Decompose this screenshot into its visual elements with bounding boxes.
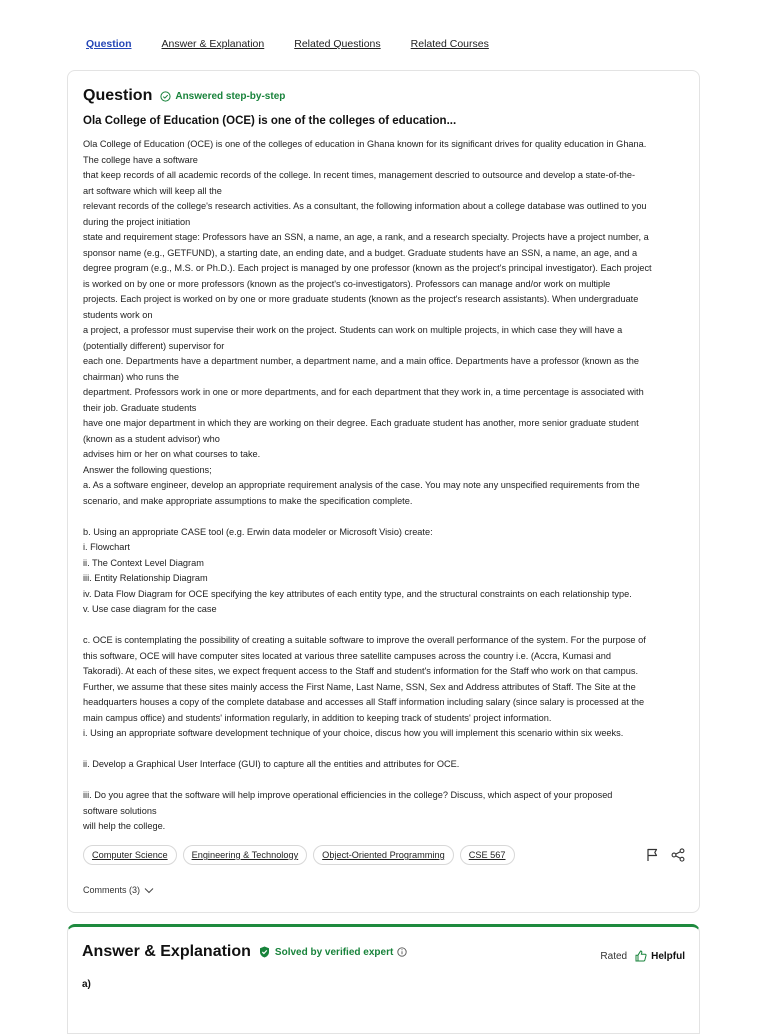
question-body-line: iv. Data Flow Diagram for OCE specifying the key attributes of each entity type, and the structural constraints on each relationship type.: [83, 588, 632, 599]
question-body-line: iii. Entity Relationship Diagram: [83, 573, 208, 583]
question-body-line: iii. Do you agree that the software will help improve operational efficiencies in the college? Discuss, which aspect of your proposed: [83, 790, 613, 800]
question-body-line: [83, 773, 689, 789]
info-icon[interactable]: [397, 947, 412, 957]
tag-computer-science[interactable]: Computer Science: [83, 845, 177, 865]
check-circle-icon: [160, 91, 171, 102]
share-icon[interactable]: [671, 848, 685, 862]
question-heading: Question: [83, 87, 153, 104]
question-body-line: that keep records of all academic records of the college. In recent times, management descried to outsource and develop a state-of-the-: [83, 170, 636, 180]
verified-shield-icon: [259, 946, 270, 958]
question-body-line: chairman) who runs the: [83, 371, 180, 382]
chevron-down-icon: [144, 887, 154, 894]
verified-badge: [259, 946, 412, 958]
question-body-line: sponsor name (e.g., GETFUND), a starting date, an ending date, and a budget. Graduate students have an SSN, a name, an age, and a: [83, 247, 638, 258]
question-actions: [646, 848, 685, 862]
thumbs-up-icon: [635, 950, 647, 962]
question-body-line: The college have a software: [83, 154, 198, 165]
question-body-line: [83, 509, 689, 525]
flag-icon[interactable]: [646, 848, 659, 862]
comments-label: Comments (3): [83, 885, 141, 895]
question-body-line: is worked on by one or more professors (known as the project's co-investigators). Professors can manage and/or work on multiple: [83, 278, 611, 289]
answered-badge-label: Answered step-by-step: [175, 90, 286, 102]
question-body-line: headquarters houses a copy of the complete database and accesses all Staff information including salary (since salary is processed at the: [83, 697, 645, 707]
question-body-line: Further, we assume that these sites mainly access the First Name, Last Name, SSN, Sex and Address attributes of Staff. The Site at the: [83, 681, 636, 692]
question-body-line: students work on: [83, 309, 153, 320]
question-body: [83, 137, 689, 835]
question-header: [83, 87, 285, 105]
answer-header: [82, 943, 412, 961]
question-card: [67, 70, 700, 913]
question-body-line: c. OCE is contemplating the possibility of creating a suitable software to improve the overall performance of the system. For the purpose of: [83, 635, 646, 645]
verified-badge-label: Solved by verified expert: [274, 946, 394, 958]
tag-object-oriented-programming[interactable]: Object-Oriented Programming: [313, 845, 454, 865]
question-body-line: art software which will keep all the: [83, 185, 222, 196]
tab-question[interactable]: Question: [86, 38, 132, 50]
question-body-line: software solutions: [83, 805, 157, 816]
question-body-line: (potentially different) supervisor for: [83, 340, 225, 351]
helpful-button[interactable]: [635, 950, 685, 962]
question-body-line: Takoradi). At each of these sites, we expect frequent access to the Staff and student's information for the Staff who work on that campus.: [83, 666, 639, 676]
question-body-line: each one. Departments have a department number, a department name, and a main office. Departments have a professor (known as the: [83, 356, 639, 366]
question-body-line: i. Using an appropriate software development technique of your choice, discus how you will implement this scenario within six weeks.: [83, 728, 624, 738]
question-body-line: ii. Develop a Graphical User Interface (GUI) to capture all the entities and attributes for OCE.: [83, 759, 460, 769]
comments-toggle[interactable]: [83, 885, 154, 895]
question-body-line: ii. The Context Level Diagram: [83, 557, 204, 568]
tab-related-questions[interactable]: Related Questions: [294, 38, 381, 50]
answered-badge: [160, 91, 285, 102]
question-body-line: during the project initiation: [83, 216, 191, 227]
question-title: Ola College of Education (OCE) is one of the colleges of education...: [83, 115, 457, 127]
question-body-line: v. Use case diagram for the case: [83, 604, 217, 614]
question-body-line: state and requirement stage: Professors have an SSN, a name, an age, a rank, and a research specialty. Projects have a project number, a: [83, 232, 649, 242]
question-body-line: scenario, and make appropriate assumptions to make the specification complete.: [83, 495, 413, 506]
question-body-line: [83, 618, 689, 634]
answer-part-label: a): [82, 979, 91, 990]
question-body-line: have one major department in which they are working on their degree. Each graduate student has another, more senior graduate student: [83, 418, 639, 428]
section-tabs: [86, 38, 489, 50]
answer-heading: Answer & Explanation: [82, 943, 251, 960]
tag-list: [83, 845, 515, 865]
question-body-line: i. Flowchart: [83, 542, 130, 552]
question-body-line: Ola College of Education (OCE) is one of the colleges of education in Ghana known for its significant drives for quality education in Ghana.: [83, 139, 647, 149]
question-body-line: a project, a professor must supervise their work on the project. Students can work on multiple projects, in which case they will have a: [83, 325, 623, 335]
question-body-line: a. As a software engineer, develop an appropriate requirement analysis of the case. You may note any unspecified requirements from the: [83, 480, 640, 490]
tag-cse-567[interactable]: CSE 567: [460, 845, 515, 865]
rating-area: [600, 950, 685, 962]
question-body-line: advises him or her on what courses to take.: [83, 449, 261, 459]
tab-answer-explanation[interactable]: Answer & Explanation: [161, 38, 265, 50]
question-body-line: Answer the following questions;: [83, 464, 212, 475]
question-body-line: (known as a student advisor) who: [83, 433, 220, 444]
question-body-line: b. Using an appropriate CASE tool (e.g. Erwin data modeler or Microsoft Visio) create:: [83, 526, 433, 537]
answer-card: [67, 924, 700, 1034]
question-body-line: [83, 742, 689, 758]
rated-label: Rated: [600, 950, 628, 962]
tag-engineering-technology[interactable]: Engineering & Technology: [183, 845, 308, 865]
question-body-line: projects. Each project is worked on by one or more graduate students (known as the project's research assistants). When undergraduate: [83, 294, 639, 304]
question-body-line: degree program (e.g., M.S. or Ph.D.). Each project is managed by one professor (known as the project's principal investigator). Each project: [83, 263, 652, 273]
question-body-line: relevant records of the college's research activities. As a consultant, the following information about a college database was outlined to you: [83, 201, 647, 211]
tab-related-courses[interactable]: Related Courses: [410, 38, 489, 50]
question-body-line: department. Professors work in one or more departments, and for each department that they work in, a time percentage is associated with: [83, 387, 644, 397]
question-body-line: will help the college.: [83, 821, 166, 831]
question-body-line: main campus office) and students' information regularly, in addition to keeping track of students' project information.: [83, 712, 552, 723]
question-body-line: their job. Graduate students: [83, 402, 197, 413]
question-body-line: this software, OCE will have computer sites located at various three satellite campuses across the country i.e. (Accra, Kumasi and: [83, 650, 611, 661]
helpful-label: Helpful: [651, 950, 685, 962]
